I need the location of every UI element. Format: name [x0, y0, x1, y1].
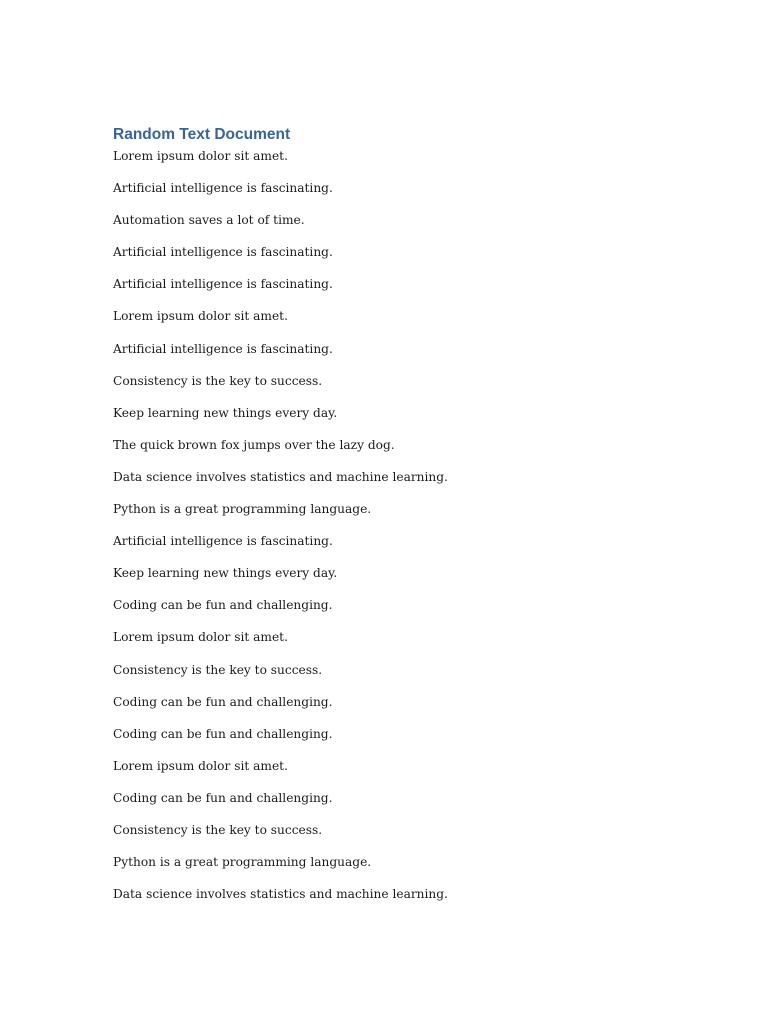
paragraph: Coding can be fun and challenging.: [113, 726, 333, 741]
paragraph: Artificial intelligence is fascinating.: [113, 534, 333, 549]
paragraph: Python is a great programming language.: [113, 502, 372, 517]
paragraph: Coding can be fun and challenging.: [113, 694, 333, 709]
paragraph: Keep learning new things every day.: [113, 405, 338, 420]
paragraph: Lorem ipsum dolor sit amet.: [113, 149, 288, 163]
paragraph: The quick brown fox jumps over the lazy dog.: [113, 437, 395, 452]
document-title: Random Text Document: [113, 126, 291, 143]
paragraph: Lorem ipsum dolor sit amet.: [113, 758, 288, 773]
paragraph: Consistency is the key to success.: [113, 373, 323, 388]
paragraph: Python is a great programming language.: [113, 855, 372, 870]
paragraph: Automation saves a lot of time.: [113, 213, 305, 228]
paragraph: Coding can be fun and challenging.: [113, 790, 333, 805]
paragraph: Artificial intelligence is fascinating.: [113, 181, 333, 196]
paragraph: Data science involves statistics and machine learning.: [113, 469, 448, 484]
paragraph: Artificial intelligence is fascinating.: [113, 245, 333, 260]
paragraph: Lorem ipsum dolor sit amet.: [113, 309, 288, 324]
paragraph: Keep learning new things every day.: [113, 566, 338, 581]
paragraph-list: [113, 147, 673, 917]
document-body: [113, 125, 673, 917]
paragraph: Artificial intelligence is fascinating.: [113, 341, 333, 356]
paragraph: Lorem ipsum dolor sit amet.: [113, 630, 288, 645]
paragraph: Artificial intelligence is fascinating.: [113, 277, 333, 292]
paragraph: Consistency is the key to success.: [113, 822, 323, 837]
paragraph: Data science involves statistics and machine learning.: [113, 887, 448, 902]
paragraph: Coding can be fun and challenging.: [113, 598, 333, 613]
paragraph: Consistency is the key to success.: [113, 662, 323, 677]
